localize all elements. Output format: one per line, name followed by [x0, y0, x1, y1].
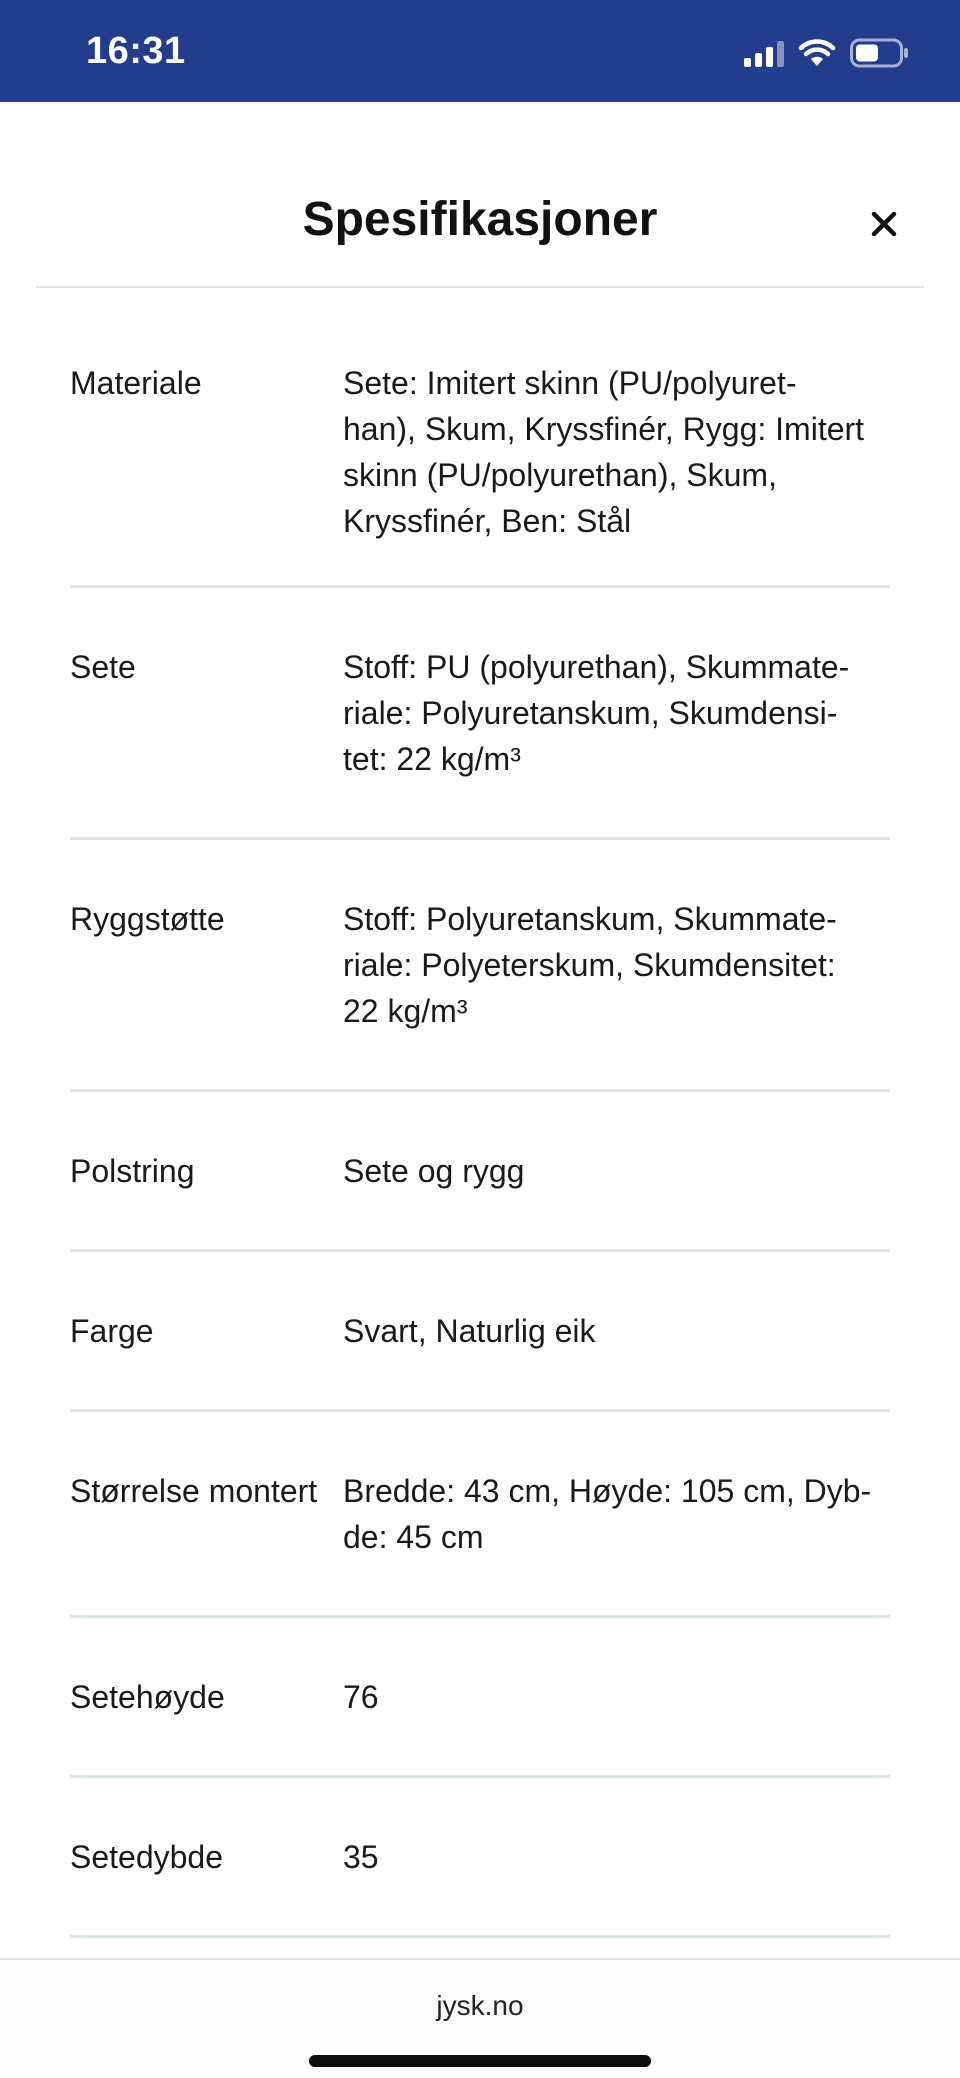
spec-row: [70, 288, 890, 588]
sheet-title: Spesifikasjoner: [302, 193, 658, 246]
spec-value-line: riale: Polyuretanskum, Skumdensi-: [343, 695, 838, 731]
spec-label: Polstring: [70, 1153, 195, 1189]
spec-value: [343, 1308, 890, 1354]
spec-row: [70, 1618, 890, 1778]
spec-value: [343, 896, 890, 1034]
spec-value-line: 76: [343, 1679, 379, 1715]
spec-value: [343, 1148, 890, 1194]
spec-value-line: 22 kg/m³: [343, 993, 468, 1029]
spec-label: Farge: [70, 1313, 154, 1349]
spec-row: [70, 1412, 890, 1618]
spec-value: [343, 1834, 890, 1880]
spec-label: Materiale: [70, 365, 202, 401]
spec-label: Størrelse montert: [70, 1473, 318, 1509]
spec-row: [70, 840, 890, 1092]
spec-value-line: Stoff: PU (polyurethan), Skummate-: [343, 649, 850, 685]
sheet-header: [0, 102, 960, 288]
spec-row: [70, 1778, 890, 1938]
spec-value-line: de: 45 cm: [343, 1519, 484, 1555]
spec-value-line: Stoff: Polyuretanskum, Skummate-: [343, 901, 837, 937]
spec-value-line: riale: Polyeterskum, Skumdensitet:: [343, 947, 836, 983]
spec-value-line: 35: [343, 1839, 379, 1875]
spec-row: [70, 588, 890, 840]
spec-value-line: tet: 22 kg/m³: [343, 741, 521, 777]
status-time: 16:31: [86, 30, 186, 72]
home-indicator[interactable]: [309, 2055, 651, 2067]
spec-list: [70, 288, 890, 1938]
spec-value-line: han), Skum, Kryssfinér, Rygg: Imitert: [343, 411, 865, 447]
spec-row: [70, 1252, 890, 1412]
spec-value: [343, 360, 890, 544]
spec-value: [343, 644, 890, 782]
spec-value-line: Sete: Imitert skinn (PU/polyuret-: [343, 365, 797, 401]
spec-label: Ryggstøtte: [70, 901, 225, 937]
browser-bottom-bar: [0, 1958, 960, 2078]
wifi-icon: [798, 38, 836, 68]
spec-label: Setehøyde: [70, 1679, 225, 1715]
battery-icon: [850, 38, 910, 68]
spec-value-line: Bredde: 43 cm, Høyde: 105 cm, Dyb-: [343, 1473, 872, 1509]
spec-value-line: Kryssfinér, Ben: Stål: [343, 503, 632, 539]
spec-value: [343, 1674, 890, 1720]
signal-icon: [744, 39, 784, 67]
spec-row: [70, 1092, 890, 1252]
spec-value-line: Svart, Naturlig eik: [343, 1313, 596, 1349]
spec-label: Sete: [70, 649, 136, 685]
url-label[interactable]: jysk.no: [436, 1990, 524, 2021]
spec-value-line: skinn (PU/polyurethan), Skum,: [343, 457, 777, 493]
specifications-sheet: [0, 102, 960, 1960]
spec-value-line: Sete og rygg: [343, 1153, 525, 1189]
close-button[interactable]: [866, 206, 902, 242]
status-icons: [744, 34, 910, 72]
spec-value: [343, 1468, 890, 1560]
status-bar: [0, 0, 960, 102]
close-icon: [866, 206, 902, 242]
spec-label: Setedybde: [70, 1839, 224, 1875]
